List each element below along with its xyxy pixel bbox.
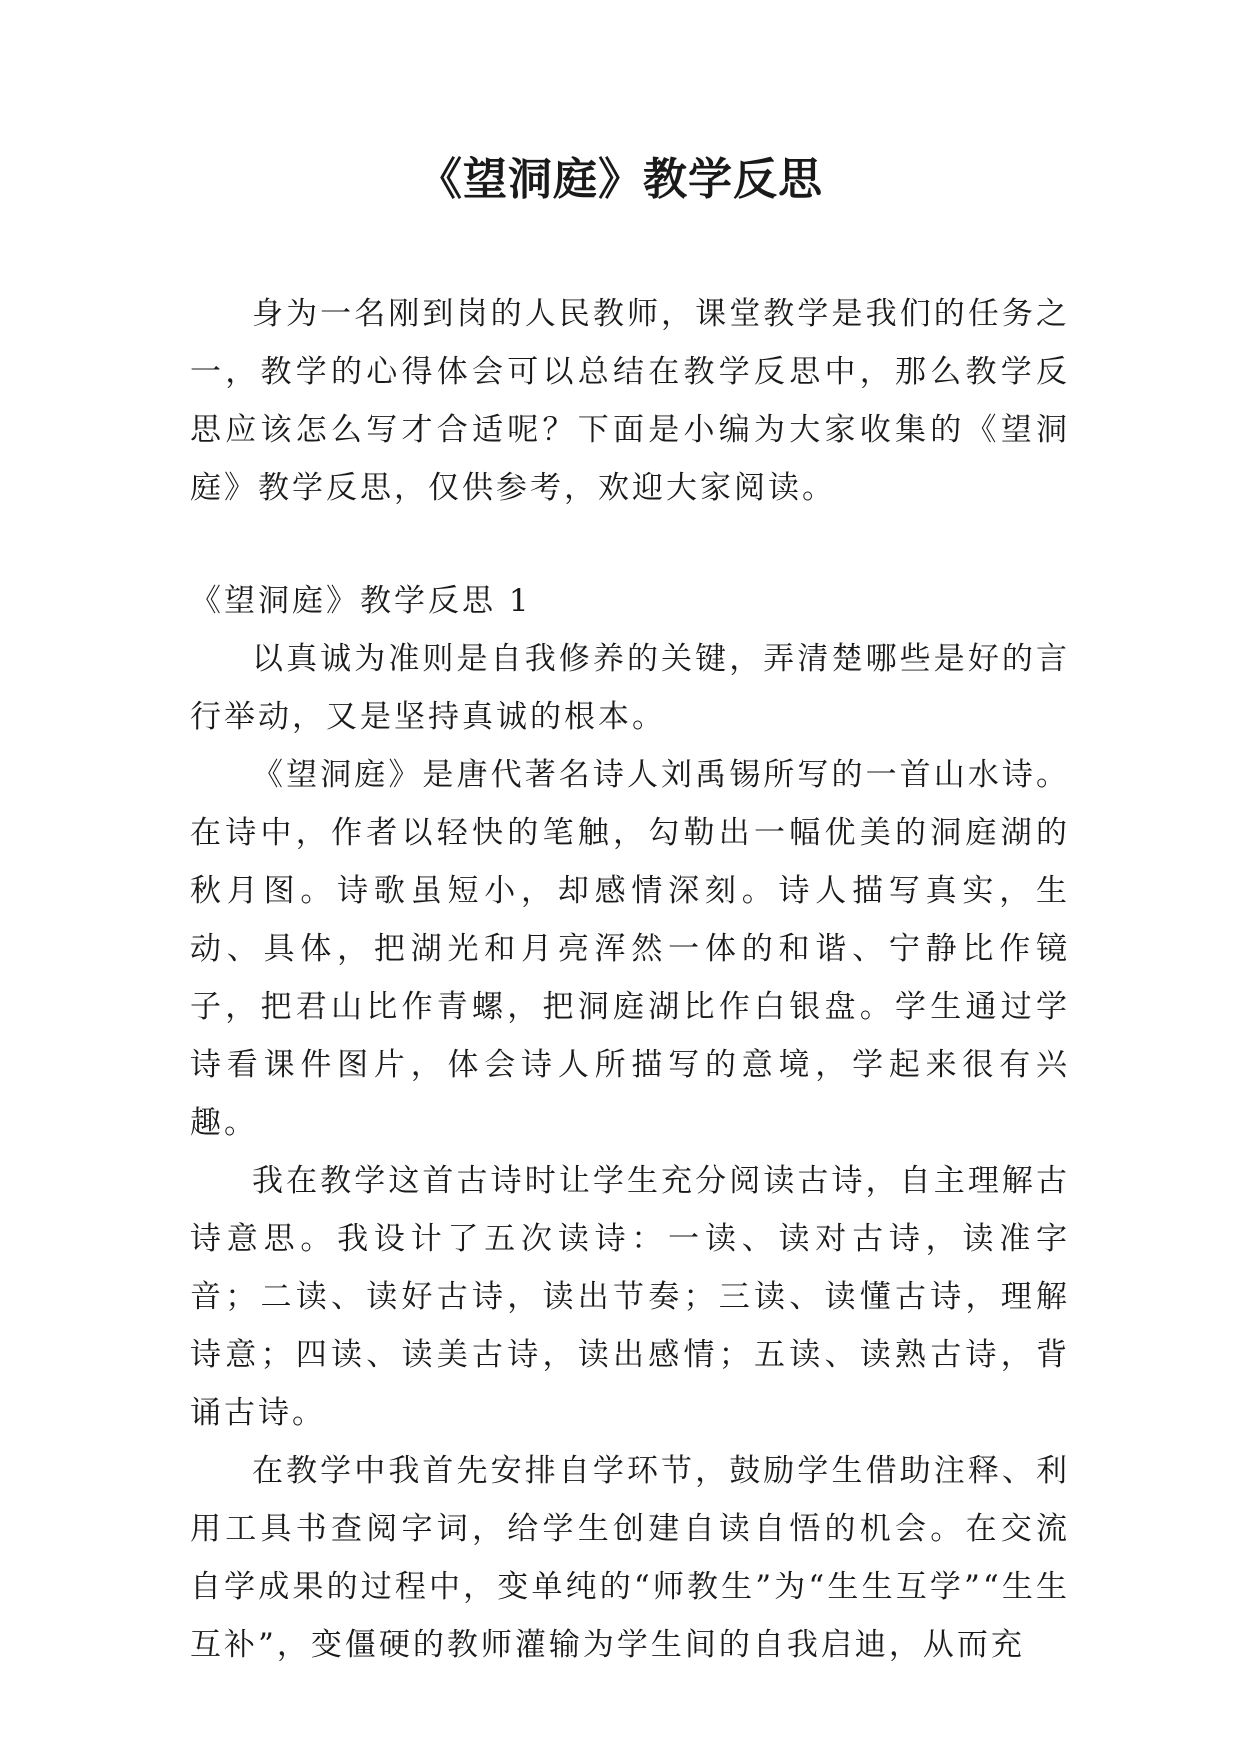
paragraph: 我在教学这首古诗时让学生充分阅读古诗，自主理解古诗意思。我设计了五次读诗：一读、读对古诗，读准字音；二读、读好古诗，读出节奏；三读、读懂古诗，理解诗意；四读、读美古诗，读出感情；五读、读熟古诗，背诵古诗。 (190, 1163, 1070, 1431)
document-title: 《望洞庭》教学反思 (418, 154, 823, 205)
paragraph: 以真诚为准则是自我修养的关键，弄清楚哪些是好的言行举动，又是坚持真诚的根本。 (190, 641, 1070, 735)
paragraph: 在教学中我首先安排自学环节，鼓励学生借助注释、利用工具书查阅字词，给学生创建自读自悟的机会。在交流自学成果的过程中，变单纯的“师教生”为“生生互学”“生生互补”，变僵硬的教师灌输为学生间的自我启迪，从而充 (190, 1453, 1070, 1663)
intro-paragraph: 身为一名刚到岗的人民教师，课堂教学是我们的任务之一，教学的心得体会可以总结在教学反思中，那么教学反思应该怎么写才合适呢？下面是小编为大家收集的《望洞庭》教学反思，仅供参考，欢迎大家阅读。 (190, 296, 1070, 506)
section-heading: 《望洞庭》教学反思 1 (190, 583, 532, 619)
paragraph: 《望洞庭》是唐代著名诗人刘禹锡所写的一首山水诗。在诗中，作者以轻快的笔触，勾勒出一幅优美的洞庭湖的秋月图。诗歌虽短小，却感情深刻。诗人描写真实，生动、具体，把湖光和月亮浑然一体的和谐、宁静比作镜子，把君山比作青螺，把洞庭湖比作白银盘。学生通过学诗看课件图片，体会诗人所描写的意境，学起来很有兴趣。 (190, 757, 1070, 1141)
section-body (190, 630, 1070, 1674)
intro-section (190, 285, 1070, 517)
